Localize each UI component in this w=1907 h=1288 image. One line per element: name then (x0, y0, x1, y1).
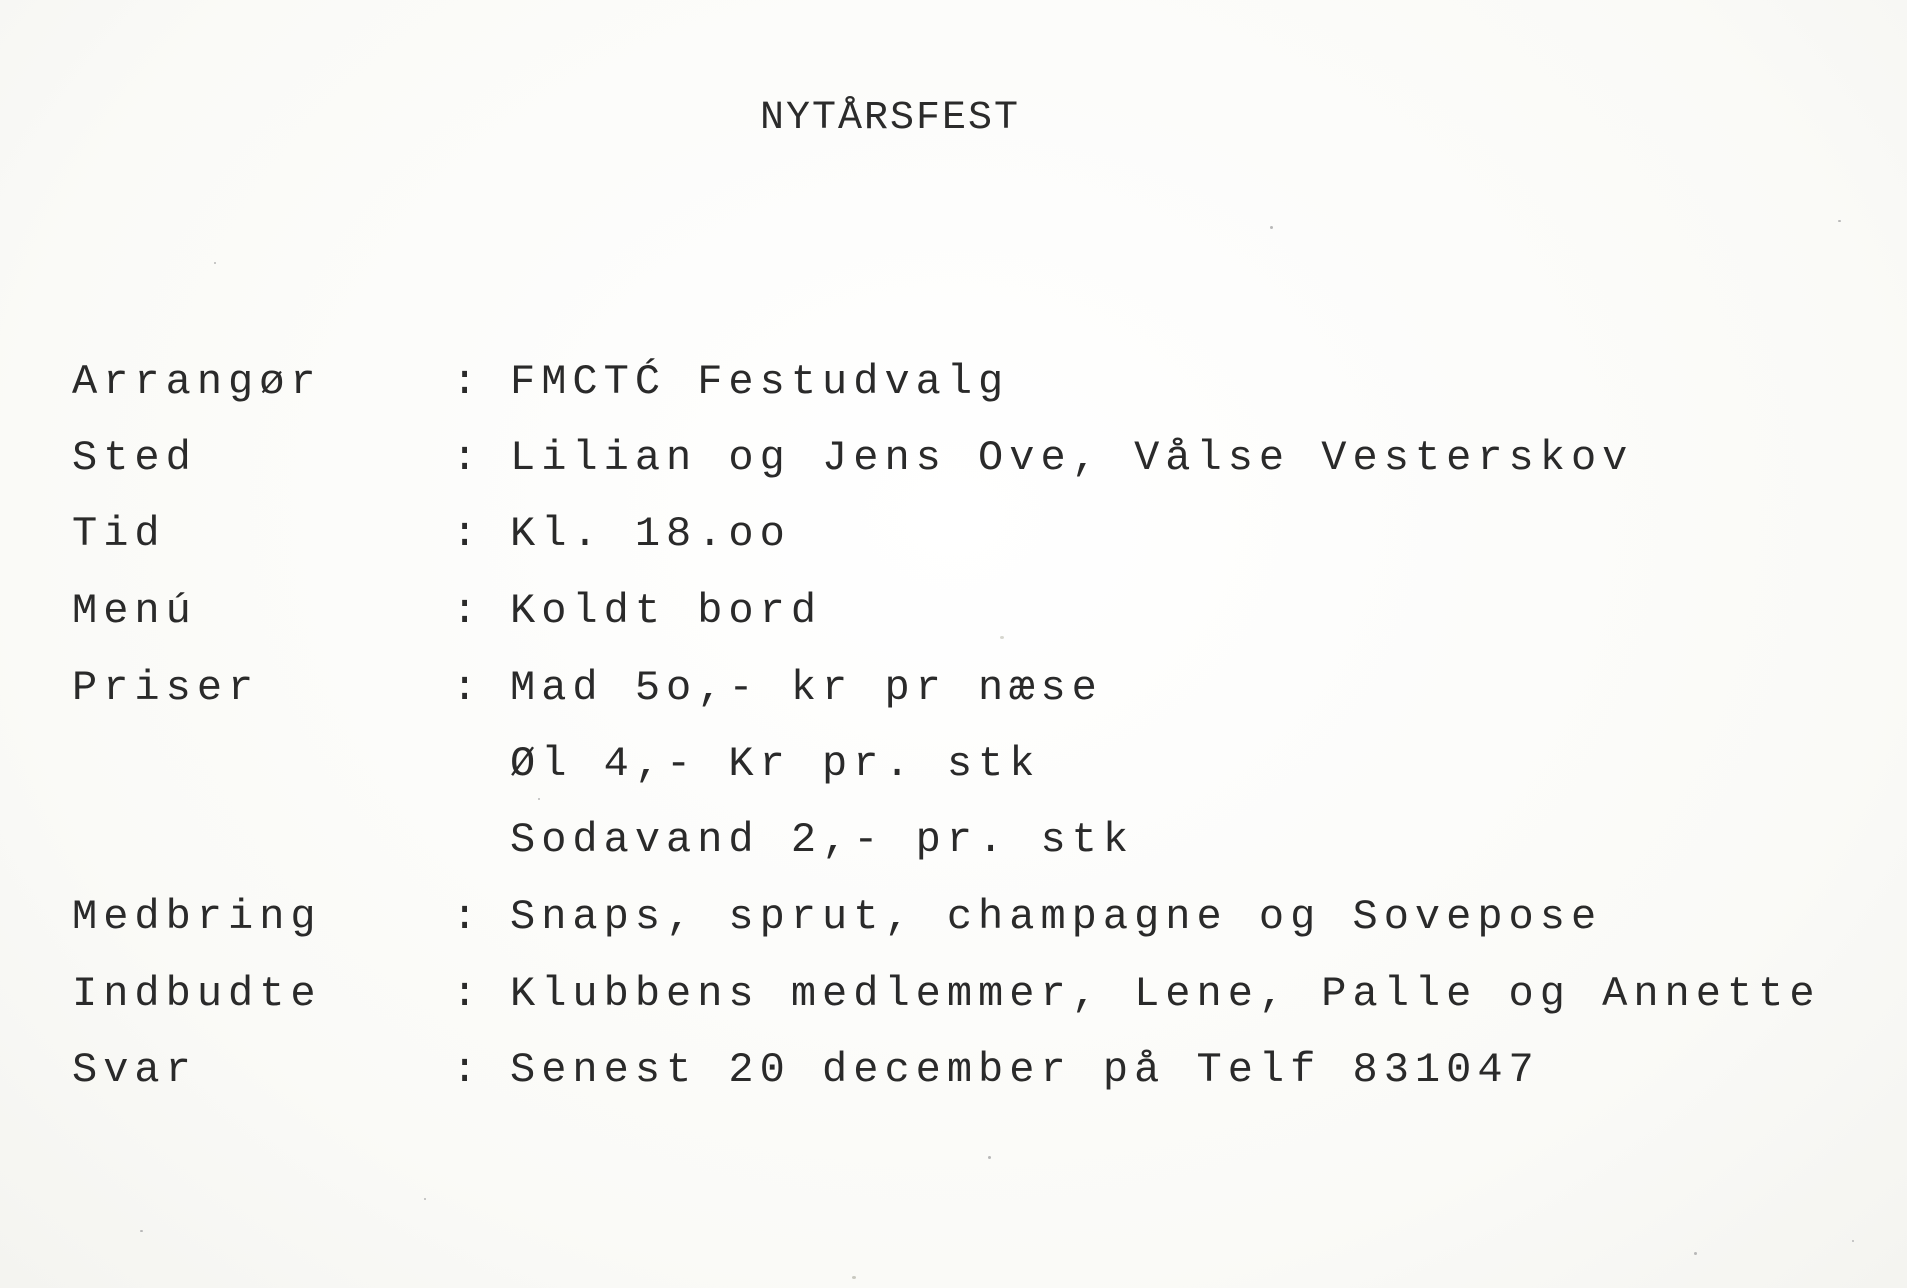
row-value: Koldt bord (510, 587, 823, 635)
row-label: Indbudte (72, 970, 322, 1018)
paper-speck (1270, 226, 1273, 229)
row-value: FMCTĆ Festudvalg (510, 358, 1010, 406)
row-label: Menú (72, 587, 197, 635)
paper-speck (1838, 220, 1841, 222)
paper-speck (214, 262, 216, 264)
row-value: Senest 20 december på Telf 831047 (510, 1046, 1540, 1094)
row-value: Mad 5o,- kr pr næse (510, 664, 1103, 712)
row-label: Medbring (72, 893, 322, 941)
row-value: Snaps, sprut, champagne og Sovepose (510, 893, 1603, 941)
paper-speck (1000, 636, 1004, 639)
row-value: Øl 4,- Kr pr. stk (510, 740, 1041, 788)
row-colon: : (452, 970, 484, 1018)
row-value: Lilian og Jens Ove, Vålse Vesterskov (510, 434, 1634, 482)
row-colon: : (452, 587, 484, 635)
paper-speck (1694, 1252, 1697, 1255)
row-colon: : (452, 1046, 484, 1094)
paper-speck (1852, 1240, 1854, 1242)
paper-speck (538, 798, 540, 800)
row-colon: : (452, 664, 484, 712)
row-value: Sodavand 2,- pr. stk (510, 816, 1135, 864)
row-label: Priser (72, 664, 260, 712)
row-colon: : (452, 893, 484, 941)
row-value: Klubbens medlemmer, Lene, Palle og Annette (510, 970, 1821, 1018)
paper-speck (988, 1156, 991, 1159)
row-colon: : (452, 358, 484, 406)
paper-speck (140, 1230, 143, 1232)
document-title: NYTÅRSFEST (759, 96, 1021, 141)
row-label: Tid (72, 510, 166, 558)
row-value: Kl. 18.oo (510, 510, 791, 558)
row-colon: : (452, 434, 484, 482)
row-label: Sted (72, 434, 197, 482)
paper-speck (852, 1276, 856, 1279)
paper-speck (424, 1198, 426, 1200)
row-label: Arrangør (72, 358, 322, 406)
row-label: Svar (72, 1046, 197, 1094)
row-colon: : (452, 510, 484, 558)
